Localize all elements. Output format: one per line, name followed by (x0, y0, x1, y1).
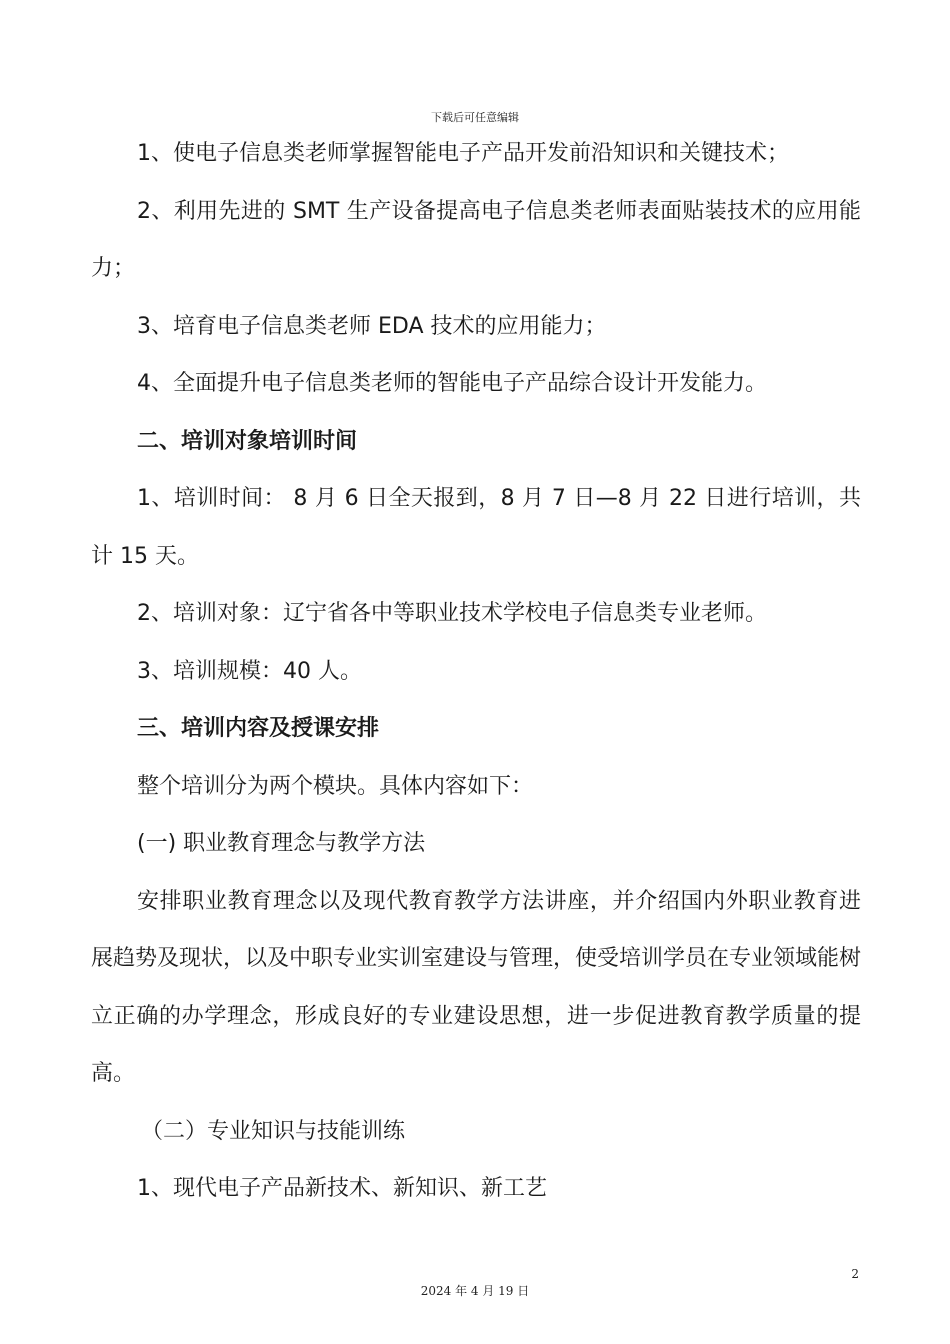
training-audience: 2、培训对象：辽宁省各中等职业技术学校电子信息类专业老师。 (137, 601, 767, 626)
objective-item-4: 4、全面提升电子信息类老师的智能电子产品综合设计开发能力。 (137, 371, 767, 396)
page-number: 2 (851, 1267, 859, 1281)
page-header: 下载后可任意编辑 (431, 111, 519, 124)
objective-item-3: 3、培育电子信息类老师 EDA 技术的应用能力； (137, 313, 607, 339)
module-1-description: 安排职业教育理念以及现代教育教学方法讲座，并介绍国内外职业教育进展趋势及现状，以及中职专业实训室建设与管理，使受培训学员在专业领域能树立正确的办学理念，形成良好的专业建设思想，进一步促进教育教学质量的提高。 (91, 888, 862, 1086)
training-time: 1、培训时间： 8 月 6 日全天报到，8 月 7 日—8 月 22 日进行培训，共计 15 天。 (91, 486, 861, 569)
objective-item-1: 1、使电子信息类老师掌握智能电子产品开发前沿知识和关键技术； (137, 141, 789, 166)
training-scale: 3、培训规模：40 人。 (137, 658, 362, 684)
modules-intro: 整个培训分为两个模块。具体内容如下： (137, 773, 534, 799)
document-body (91, 125, 861, 1218)
section-heading-3: 三、培训内容及授课安排 (137, 716, 380, 741)
page-footer-date: 2024 年 4 月 19 日 (420, 1284, 530, 1298)
module-2-item-1: 1、现代电子产品新技术、新知识、新工艺 (137, 1176, 547, 1201)
objective-item-2: 2、利用先进的 SMT 生产设备提高电子信息类老师表面贴装技术的应用能力； (91, 198, 861, 281)
module-2-title: （二）专业知识与技能训练 (141, 1118, 406, 1144)
module-1-title: (一) 职业教育理念与教学方法 (137, 831, 426, 856)
section-heading-2: 二、培训对象培训时间 (137, 428, 358, 454)
